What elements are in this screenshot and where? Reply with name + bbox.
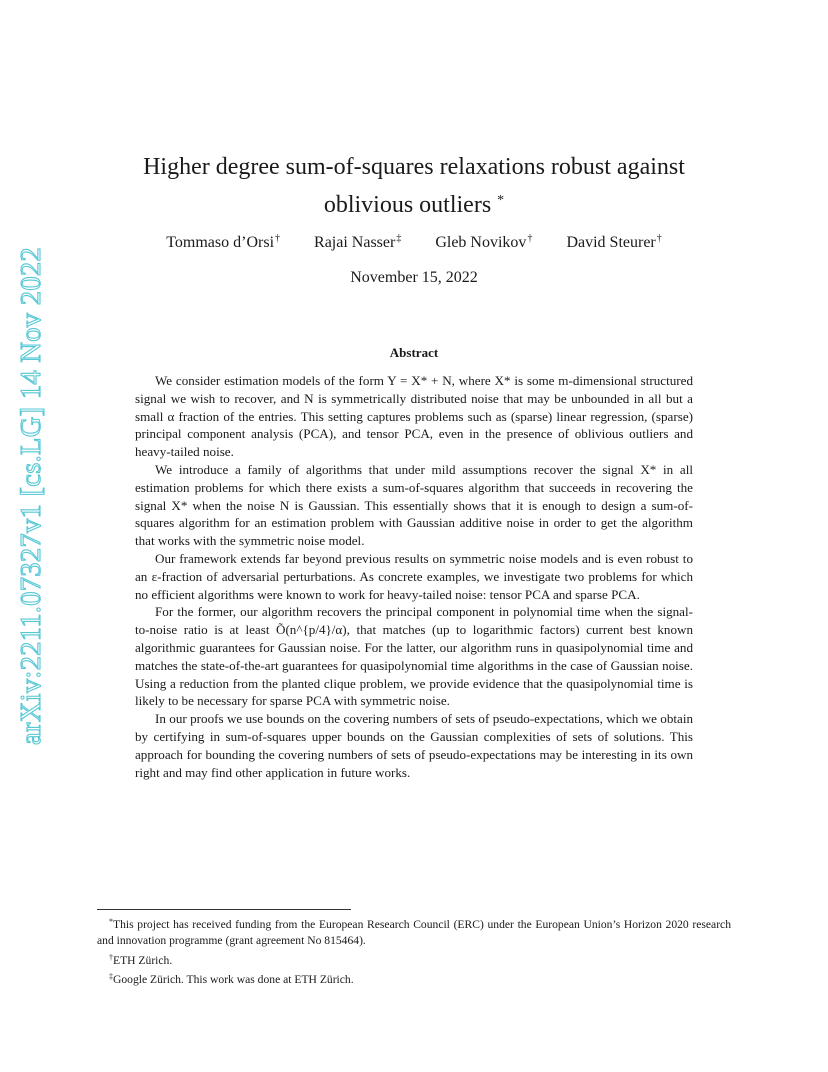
title-text: Higher degree sum-of-squares relaxations robust against oblivious outliers: [143, 154, 685, 218]
author: Tommaso d’Orsi†: [166, 233, 281, 251]
abstract-paragraph: For the former, our algorithm recovers the principal component in polynomial time when the signal-to-noise ratio is at least Õ(n^{p/4}/α), that matches (up to logarithmic factors) current best known algorithmic guarantees for Gaussian noise. For the latter, our algorithm runs in quasipolynomial time and matches the state-of-the-art guarantees for quasipolynomial time algorithms in the case of Gaussian noise. Using a reduction from the planted clique problem, we provide evidence that the quasipolynomial time is likely to be necessary for sparse PCA with symmetric noise.: [135, 604, 693, 709]
paper-title: [100, 150, 728, 222]
footnote-affiliation-google: ‡Google Zürich. This work was done at ETH Zürich.: [109, 971, 354, 986]
arxiv-identifier: arXiv:2211.07327v1 [cs.LG] 14 Nov 2022: [16, 247, 47, 745]
author: David Steurer†: [566, 233, 662, 251]
abstract-paragraph: We consider estimation models of the form Y = X* + N, where X* is some m-dimensional structured signal we wish to recover, and N is symmetrically distributed noise that may be unbounded in all but a small α fraction of the entries. This setting captures problems such as (sparse) linear regression, (sparse) principal component analysis (PCA), and tensor PCA, even in the presence of oblivious outliers and heavy-tailed noise.: [135, 373, 693, 460]
title-footnote-mark: *: [497, 193, 505, 208]
author: Gleb Novikov†: [435, 233, 533, 251]
author: Rajai Nasser‡: [314, 233, 402, 251]
abstract-paragraph: In our proofs we use bounds on the covering numbers of sets of pseudo-expectations, which we obtain by certifying in sum-of-squares upper bounds on the Gaussian complexities of sets of solutions. This approach for bounding the covering numbers of sets of pseudo-expectations may be interesting in its own right and may find other application in future works.: [135, 711, 693, 780]
paper-date: November 15, 2022: [350, 269, 478, 286]
author-list: [100, 233, 728, 252]
footnotes: [97, 914, 731, 988]
footnote-funding: *This project has received funding from the European Research Council (ERC) under the European Union’s Horizon 2020 research and innovation programme (grant agreement No 815464).: [97, 917, 731, 948]
arxiv-sidebar-stamp: [12, 247, 52, 745]
abstract-paragraph: We introduce a family of algorithms that under mild assumptions recover the signal X* in all estimation problems for which there exists a sum-of-squares algorithm that succeeds in recovering the signal X* when the noise N is Gaussian. This essentially shows that it is enough to design a sum-of-squares algorithm for an estimation problem with Gaussian additive noise in order to get the algorithm that works with the symmetric noise model.: [135, 461, 693, 549]
footnote-affiliation-eth: †ETH Zürich.: [109, 952, 173, 967]
footnote-divider: [97, 909, 351, 910]
abstract-paragraph: Our framework extends far beyond previous results on symmetric noise models and is even robust to an ε-fraction of adversarial perturbations. As concrete examples, we investigate two problems for which no efficient algorithms were known to work for heavy-tailed noise: tensor PCA and sparse PCA.: [135, 550, 693, 602]
abstract-body: [135, 372, 693, 781]
abstract-heading: Abstract: [389, 345, 439, 360]
